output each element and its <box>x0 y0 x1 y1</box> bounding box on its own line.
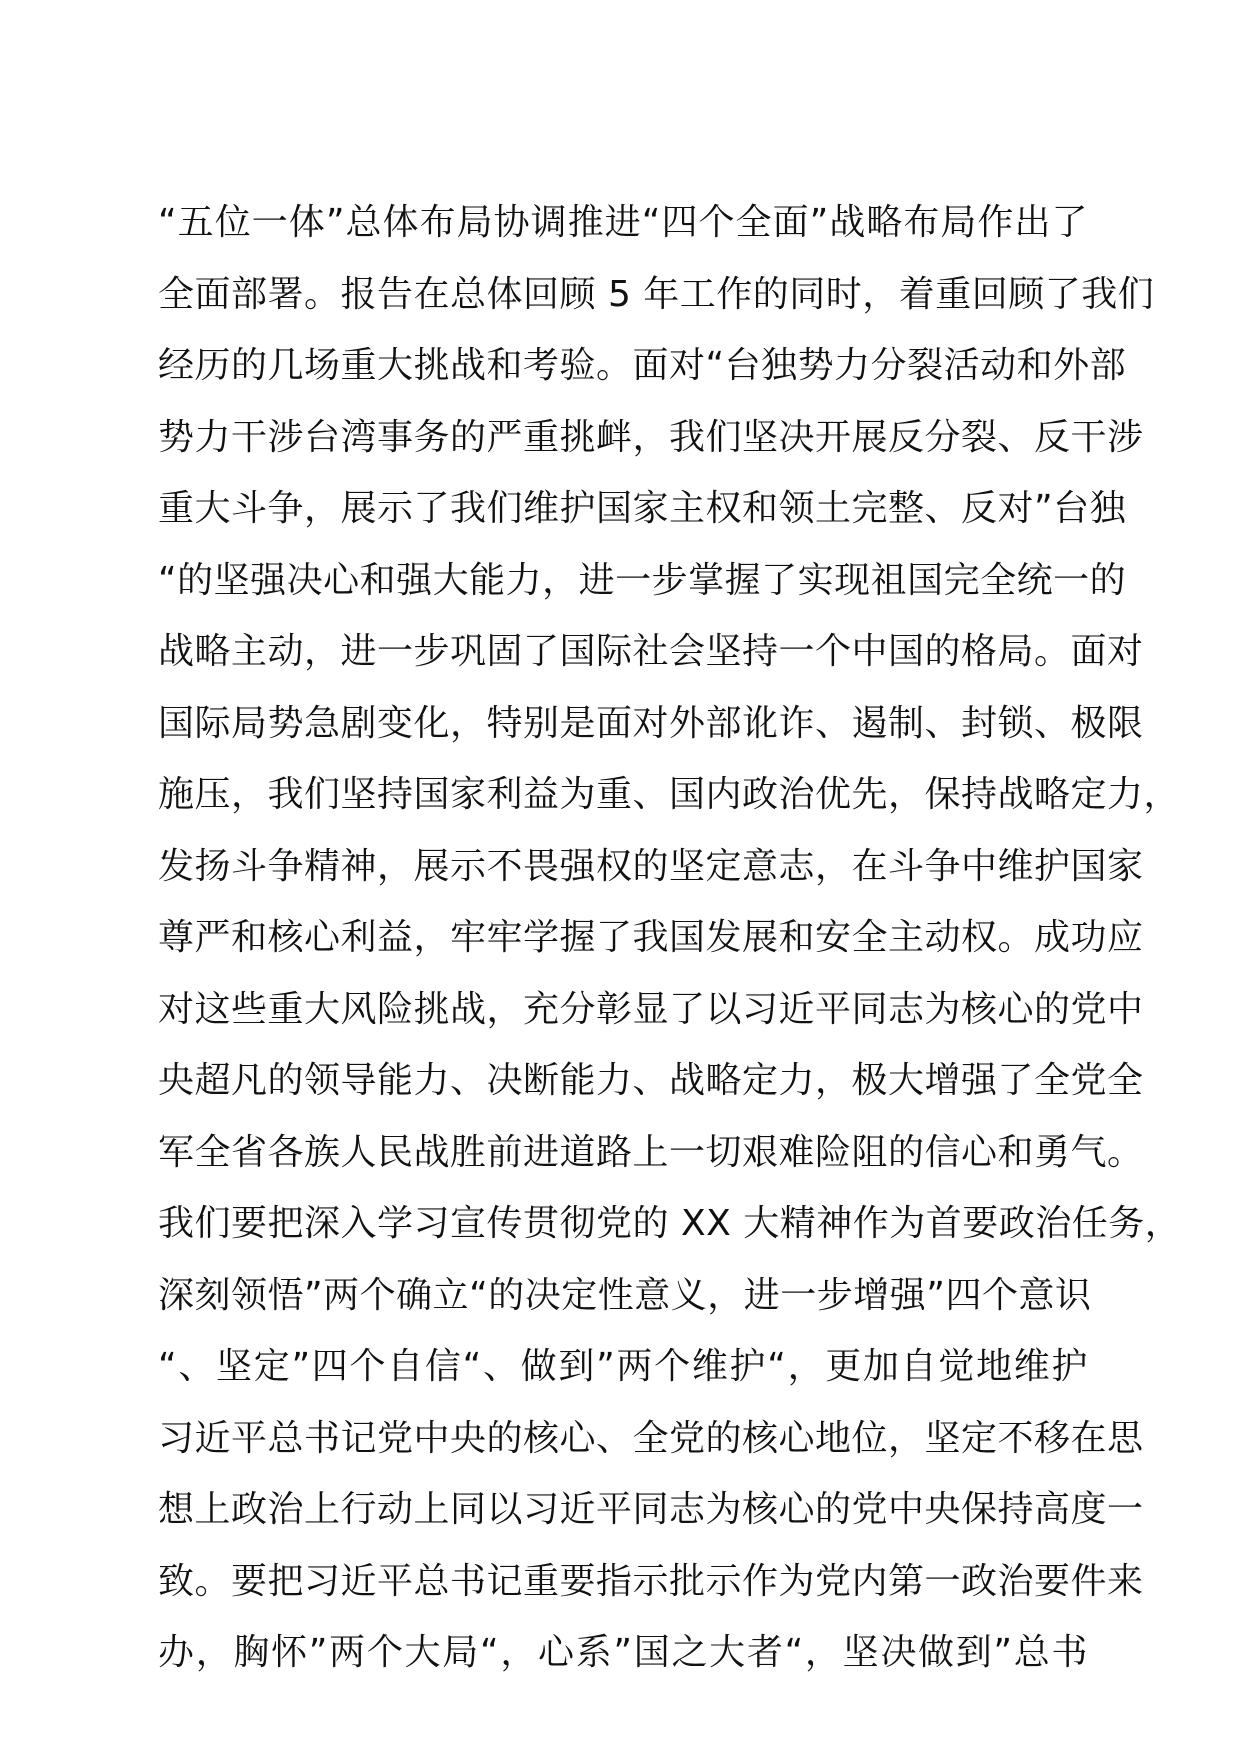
text-line: 我们要把深入学习宣传贯彻党的 XX 大精神作为首要政治任务， <box>158 1203 1182 1244</box>
text-line: 央超凡的领导能力、决断能力、战略定力，极大增强了全党全 <box>158 1060 1144 1101</box>
text-line: 尊严和核心利益，牢牢学握了我国发展和安全主动权。成功应 <box>158 917 1144 958</box>
text-line: 致。要把习近平总书记重要指示批示作为党内第一政治要件来 <box>158 1560 1144 1602</box>
text-line: 施压，我们坚持国家利益为重、国内政治优先，保持战略定力， <box>158 774 1181 815</box>
text-line: 国际局势急剧变化，特别是面对外部讹诈、遏制、封锁、极限 <box>158 702 1144 744</box>
text-line: 想上政治上行动上同以习近平同志为核心的党中央保持高度一 <box>158 1489 1144 1530</box>
body-text <box>158 187 1182 1689</box>
text-line: 重大斗争，展示了我们维护国家主权和领土完整、反对”台独 <box>158 488 1127 529</box>
text-line: “、坚定”四个自信“、做到”两个维护“，更加自觉地维护 <box>158 1346 1088 1387</box>
text-line: 发扬斗争精神，展示不畏强权的坚定意志，在斗争中维护国家 <box>158 845 1144 887</box>
text-line: 习近平总书记党中央的核心、全党的核心地位，坚定不移在思 <box>158 1417 1144 1459</box>
text-line: 深刻领悟”两个确立“的决定性意义，进一步增强”四个意识 <box>158 1274 1092 1316</box>
text-line: 对这些重大风险挑战，充分彰显了以习近平同志为核心的党中 <box>158 988 1144 1030</box>
text-line: 势力干涉台湾事务的严重挑衅，我们坚决开展反分裂、反干涉 <box>158 416 1144 458</box>
text-line: “五位一体”总体布局协调推进“四个全面”战略布局作出了 <box>158 202 1088 243</box>
text-line: 经历的几场重大挑战和考验。面对“台独势力分裂活动和外部 <box>158 345 1127 386</box>
text-line: 全面部署。报告在总体回顾 5 年工作的同时，着重回顾了我们 <box>158 273 1155 315</box>
text-line: 军全省各族人民战胜前进道路上一切艰难险阻的信心和勇气。 <box>158 1131 1144 1173</box>
text-line: “的坚强决心和强大能力，进一步掌握了实现祖国完全统一的 <box>158 559 1127 601</box>
text-line: 办，胸怀”两个大局“，心系”国之大者“，坚决做到”总书 <box>158 1632 1088 1673</box>
text-line: 战略主动，进一步巩固了国际社会坚持一个中国的格局。面对 <box>158 631 1144 672</box>
